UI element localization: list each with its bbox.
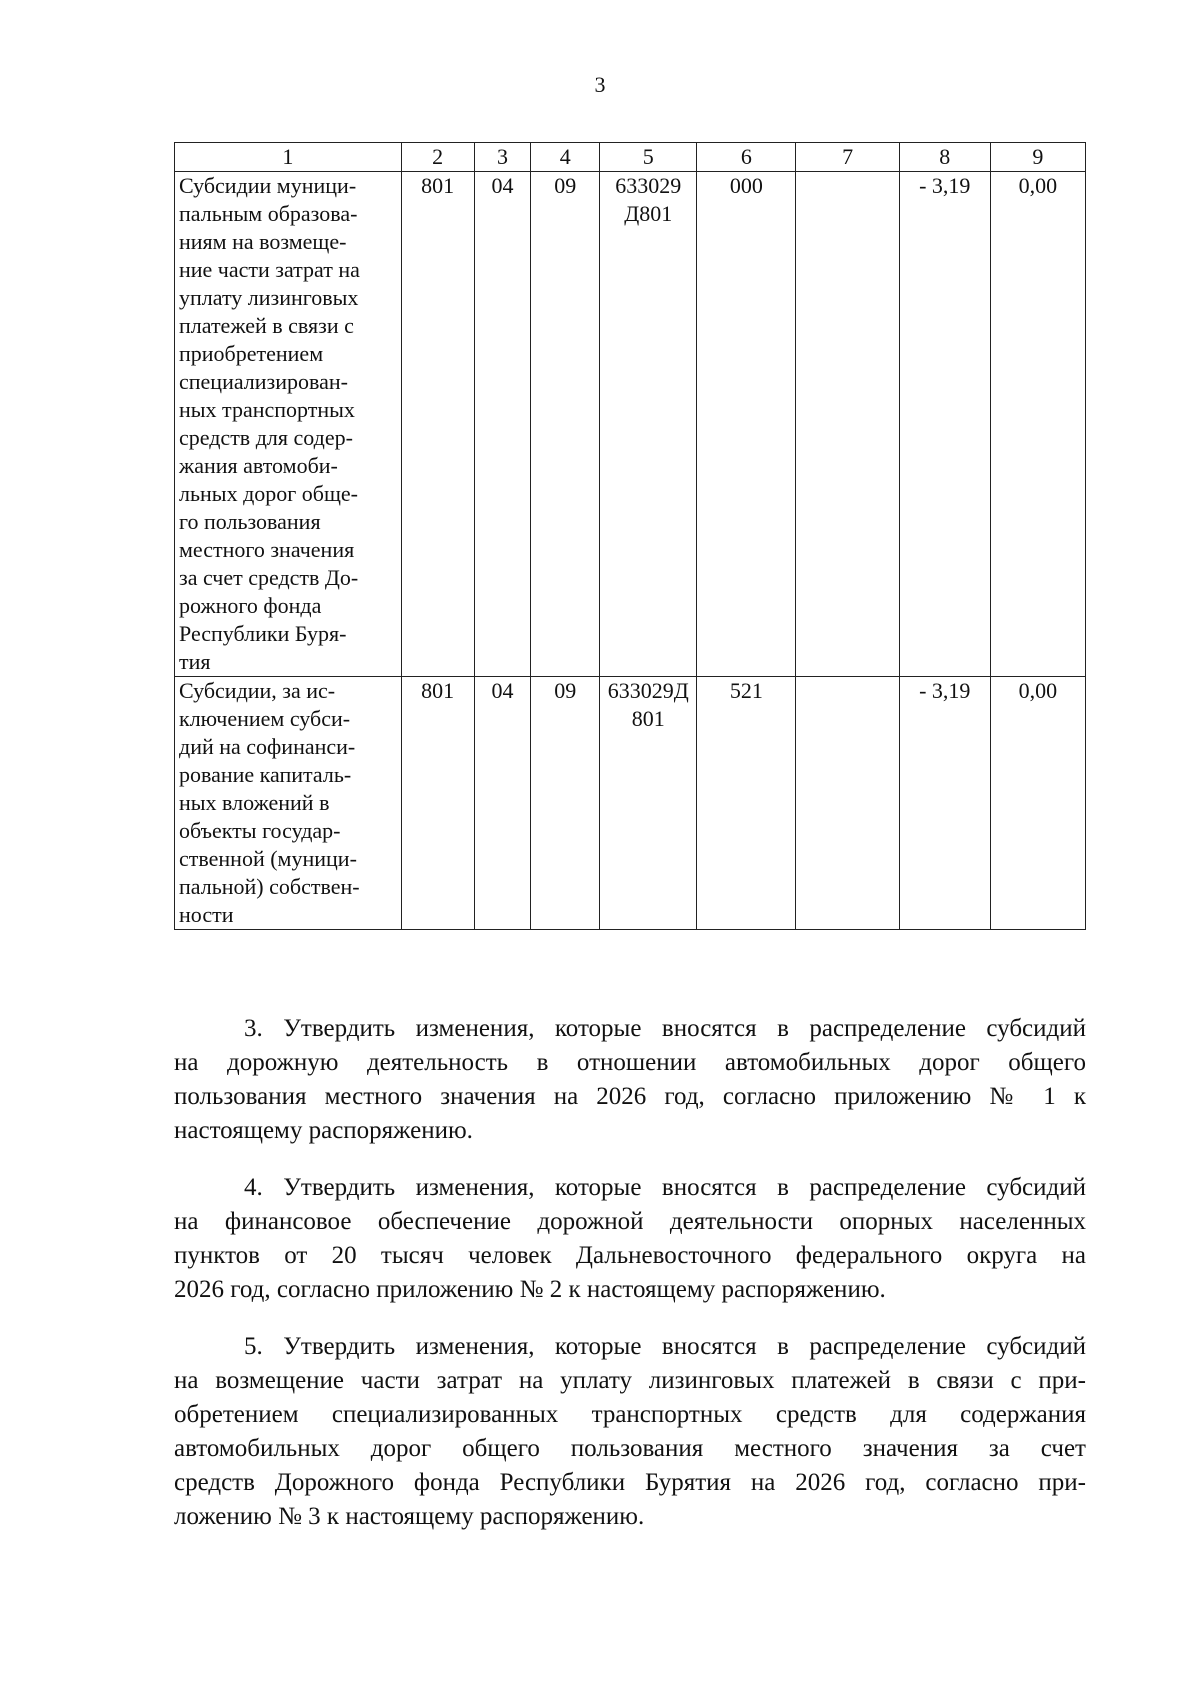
table-row [175, 677, 1086, 930]
text-line: льных дорог обще- [179, 481, 359, 506]
text-line: ключением субси- [179, 706, 351, 731]
budget-table [174, 142, 1086, 930]
text-line: автомобильных дорог общего пользования местного значения за счет [174, 1435, 1086, 1462]
paragraph-item-4 [174, 1171, 1086, 1307]
table-row [175, 172, 1086, 677]
text-line: рование капиталь- [179, 762, 352, 787]
text-line: дий на софинанси- [179, 734, 356, 759]
column-header: 8 [899, 143, 990, 172]
paragraph-item-3 [174, 1012, 1086, 1148]
text-line: го пользования [179, 509, 321, 534]
amount-change-cell: - 3,19 [899, 172, 990, 677]
table-header-row [175, 143, 1086, 172]
text-line: 801 [631, 706, 665, 731]
column-7-cell [796, 172, 899, 677]
amount-cell: 0,00 [990, 172, 1085, 677]
section-code-cell: 04 [474, 677, 531, 930]
text-line: ственной (муници- [179, 846, 357, 871]
page-number: 3 [594, 72, 606, 97]
text-line: 633029Д [607, 678, 689, 703]
column-header: 2 [401, 143, 474, 172]
text-line: ности [179, 902, 234, 927]
expense-type-cell: 000 [697, 172, 796, 677]
text-line: специализирован- [179, 369, 348, 394]
expense-name-cell [175, 677, 402, 930]
text-line: приобретением [179, 341, 324, 366]
text-line: Республики Буря- [179, 621, 347, 646]
text-line: обретением специализированных транспортных средств для содержания [174, 1401, 1086, 1428]
text-line: 4. Утвердить изменения, которые вносятся в распределение субсидий [244, 1174, 1086, 1201]
text-line: средств для содер- [179, 425, 353, 450]
text-line: ниям на возмеще- [179, 229, 347, 254]
amount-cell: 0,00 [990, 677, 1085, 930]
text-line: средств Дорожного фонда Республики Бурятия на 2026 год, согласно при- [174, 1469, 1086, 1496]
ministry-code-cell: 801 [401, 677, 474, 930]
column-7-cell [796, 677, 899, 930]
text-line: ние части затрат на [179, 257, 360, 282]
text-line: тия [179, 649, 211, 674]
text-line: Субсидии, за ис- [179, 678, 336, 703]
text-line: рожного фонда [179, 593, 322, 618]
text-line: уплату лизинговых [179, 285, 359, 310]
text-line: 3. Утвердить изменения, которые вносятся в распределение субсидий [244, 1015, 1086, 1042]
text-line: 2026 год, согласно приложению № 2 к настоящему распоряжению. [174, 1276, 886, 1303]
text-line: ных вложений в [179, 790, 330, 815]
text-line: жания автомоби- [179, 453, 338, 478]
text-line: пунктов от 20 тысяч человек Дальневосточного федерального округа на [174, 1242, 1086, 1269]
text-line: пользования местного значения на 2026 год, согласно приложению № 1 к [174, 1083, 1086, 1110]
column-header: 3 [474, 143, 531, 172]
text-line: на дорожную деятельность в отношении автомобильных дорог общего [174, 1049, 1086, 1076]
text-line: местного значения [179, 537, 355, 562]
text-line: платежей в связи с [179, 313, 354, 338]
column-header: 5 [600, 143, 697, 172]
text-line: ложению № 3 к настоящему распоряжению. [174, 1503, 645, 1530]
text-line: объекты государ- [179, 818, 341, 843]
subsection-code-cell: 09 [531, 172, 600, 677]
text-line: пальным образова- [179, 201, 358, 226]
target-article-cell [600, 172, 697, 677]
subsection-code-cell: 09 [531, 677, 600, 930]
paragraph-item-5 [174, 1330, 1086, 1534]
text-line: пальной) собствен- [179, 874, 360, 899]
column-header: 6 [697, 143, 796, 172]
text-line: за счет средств До- [179, 565, 359, 590]
amount-change-cell: - 3,19 [899, 677, 990, 930]
expense-name-cell [175, 172, 402, 677]
target-article-cell [600, 677, 697, 930]
section-code-cell: 04 [474, 172, 531, 677]
text-line: на возмещение части затрат на уплату лизинговых платежей в связи с при- [174, 1367, 1086, 1394]
text-line: ных транспортных [179, 397, 355, 422]
text-line: настоящему распоряжению. [174, 1117, 473, 1144]
text-line: на финансовое обеспечение дорожной деятельности опорных населенных [174, 1208, 1086, 1235]
text-line: 633029 [615, 173, 682, 198]
column-header: 9 [990, 143, 1085, 172]
ministry-code-cell: 801 [401, 172, 474, 677]
text-line: Субсидии муници- [179, 173, 357, 198]
expense-type-cell: 521 [697, 677, 796, 930]
text-line: 5. Утвердить изменения, которые вносятся в распределение субсидий [244, 1333, 1086, 1360]
text-line: Д801 [624, 201, 673, 226]
column-header: 4 [531, 143, 600, 172]
column-header: 1 [175, 143, 402, 172]
column-header: 7 [796, 143, 899, 172]
